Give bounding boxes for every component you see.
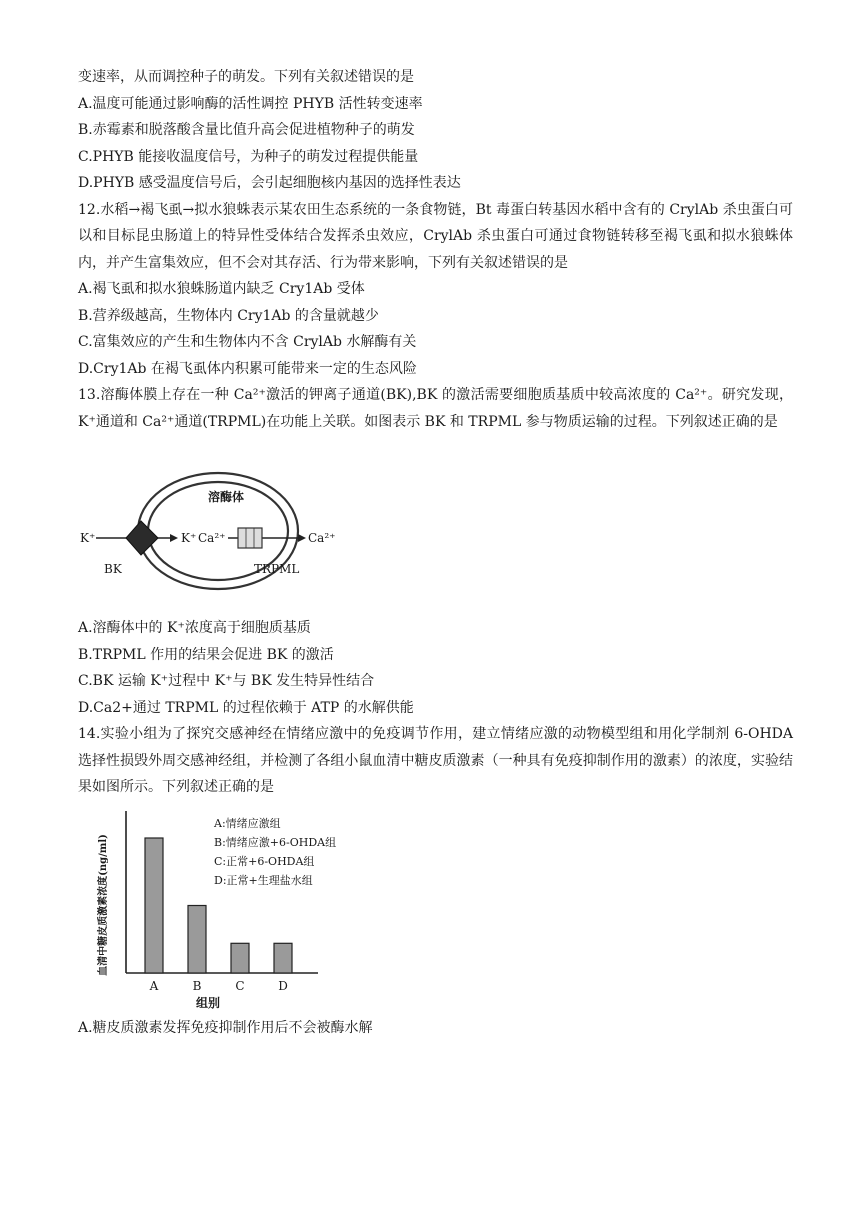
trpml-channel-shape [238, 528, 262, 548]
lysosome-diagram [78, 435, 793, 615]
chart-bar [231, 943, 249, 973]
q11-option-d: D.PHYB 感受温度信号后，会引起细胞核内基因的选择性表达 [78, 175, 461, 191]
lysosome-label: 溶酶体 [208, 490, 245, 504]
q12-option-c: C.富集效应的产生和生物体内不含 CrylAb 水解酶有关 [78, 334, 417, 350]
chart-bar [145, 838, 163, 973]
chart-bar [188, 905, 206, 973]
q13-option-d: D.Ca2+通过 TRPML 的过程依赖于 ATP 的水解供能 [78, 699, 414, 716]
chart-legend-entry-a: A:情绪应激组 [214, 816, 281, 830]
k-inside-label: K⁺ [181, 531, 197, 545]
q11-option-c: C.PHYB 能接收温度信号，为种子的萌发过程提供能量 [78, 148, 419, 165]
q12-stem: 12.水稻→褐飞虱→拟水狼蛛表示某农田生态系统的一条食物链，Bt 毒蛋白转基因水稻中含有的 CrylAb 杀虫蛋白可以和目标昆虫肠道上的特异性受体结合发挥杀虫效应，CrylAb 杀虫蛋白可通过食物链转移至褐飞虱和拟水狼蛛体内，并产生富集效应，但不会对其存活、行为带来影响，下列有关叙述错误的是 [78, 201, 793, 271]
q11-option-b: B.赤霉素和脱落酸含量比值升高会促进植物种子的萌发 [78, 122, 415, 138]
q13-option-c: C.BK 运输 K⁺过程中 K⁺与 BK 发生特异性结合 [78, 673, 375, 689]
q12-option-b: B.营养级越高，生物体内 Cry1Ab 的含量就越少 [78, 307, 379, 324]
chart-legend-entry-b: B:情绪应激+6-OHDA组 [214, 835, 337, 849]
chart-tick-label: C [235, 978, 245, 993]
q14-stem: 14.实验小组为了探究交感神经在情绪应激中的免疫调节作用，建立情绪应激的动物模型组和用化学制剂 6-OHDA 选择性损毁外周交感神经组，并检测了各组小鼠血清中糖皮质激素（一种具有免疫抑制作用的激素）的浓度，实验结果如图所示。下列叙述正确的是 [78, 726, 793, 795]
trpml-label: TRPML [254, 562, 300, 576]
ca-arrow-head [298, 534, 306, 542]
k-outside-label: K⁺ [80, 531, 96, 545]
bk-label: BK [104, 562, 122, 576]
q14-option-a: A.糖皮质激素发挥免疫抑制作用后不会被酶水解 [78, 1019, 373, 1036]
hormone-bar-chart [88, 805, 793, 1015]
chart-bar [274, 943, 292, 973]
ca-inside-label: Ca²⁺ [198, 531, 226, 545]
chart-tick-label: D [278, 978, 288, 993]
q13-option-b: B.TRPML 作用的结果会促进 BK 的激活 [78, 646, 334, 663]
ca-outside-label: Ca²⁺ [308, 531, 336, 545]
chart-tick-label: B [192, 978, 202, 993]
chart-legend-entry-d: D:正常+生理盐水组 [214, 873, 313, 887]
k-arrow-head [170, 534, 178, 542]
hormone-chart-svg [88, 805, 388, 1015]
chart-legend-entry-c: C:正常+6-OHDA组 [214, 854, 315, 868]
chart-x-axis-label: 组别 [195, 995, 221, 1010]
exam-page [78, 64, 793, 1041]
q11-option-a: A.温度可能通过影响酶的活性调控 PHYB 活性转变速率 [78, 95, 423, 112]
q12-option-a: A.褐飞虱和拟水狼蛛肠道内缺乏 Cry1Ab 受体 [78, 281, 365, 297]
q12-option-d: D.Cry1Ab 在褐飞虱体内积累可能带来一定的生态风险 [78, 360, 417, 377]
q13-stem: 13.溶酶体膜上存在一种 Ca²⁺激活的钾离子通道(BK),BK 的激活需要细胞质基质中较高浓度的 Ca²⁺。研究发现，K⁺通道和 Ca²⁺通道(TRPML)在功能上关联。如图表示 BK 和 TRPML 参与物质运输的过程。下列叙述正确的是 [78, 387, 793, 430]
q13-option-a: A.溶酶体中的 K⁺浓度高于细胞质基质 [78, 620, 311, 636]
lysosome-svg [78, 435, 338, 615]
chart-y-axis-label: 血清中糖皮质激素浓度(ng/ml) [98, 833, 109, 976]
chart-tick-label: A [149, 978, 159, 993]
q11-continuation: 变速率，从而调控种子的萌发。下列有关叙述错误的是 [78, 69, 414, 85]
